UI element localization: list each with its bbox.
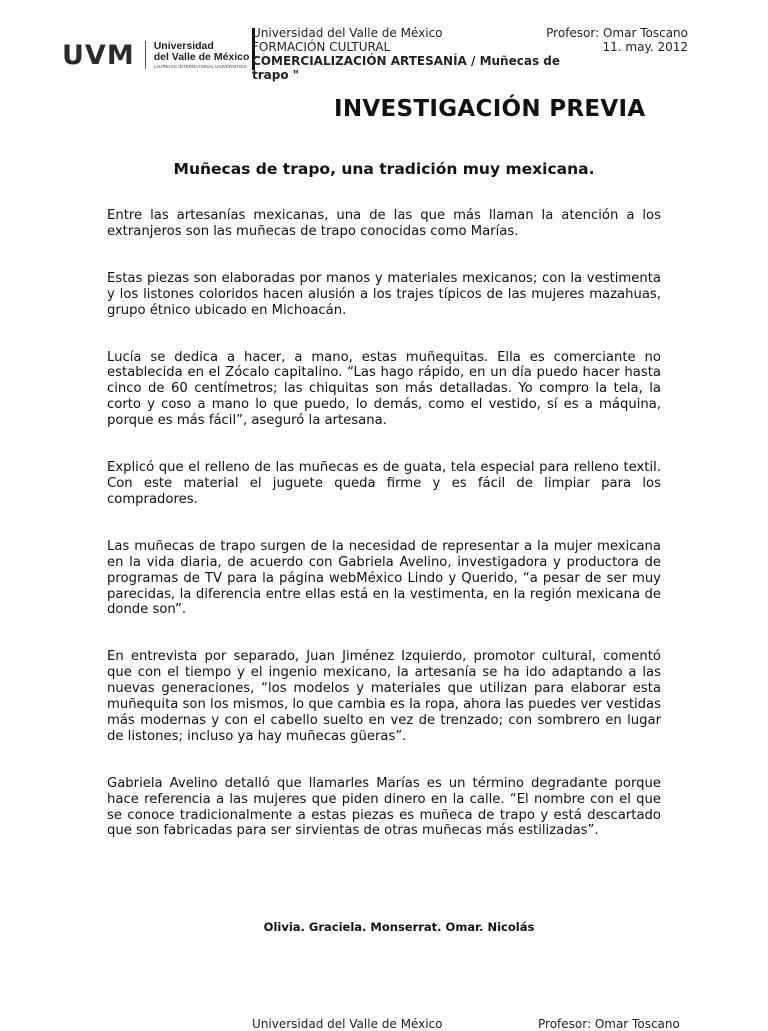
logo-wordmark — [154, 41, 250, 70]
header-institution: Universidad del Valle de México — [252, 26, 443, 40]
authors-line: Olivia. Graciela. Monserrat. Omar. Nicolás — [263, 920, 535, 934]
paragraph-7: Gabriela Avelino detalló que llamarles Marías es un término degradante porque hace referencia a las mujeres que piden dinero en la calle. “El nombre con el que se conoce tradicionalmente a estas piezas es muñeca de trapo y está descartado que son fabricadas para ser sirvientas de otras muñecas más estilizadas”. — [107, 775, 661, 839]
header-course-info — [252, 26, 582, 82]
header-date: 11. may. 2012 — [602, 40, 688, 54]
paragraph-6: En entrevista por separado, Juan Jiménez Izquierdo, promotor cultural, comentó que con el tiempo y el ingenio mexicano, la artesanía se ha ido adaptando a las nuevas generaciones, “los modelos y materiales que utilizan para elaborar esta muñequita son los mismos, lo que cambia es la ropa, ahora las puedes ver vestidas más modernas y con el cabello suelto en vez de trenzado; con sombrero en lugar de listones; incluso ya hay muñecas güeras”. — [107, 649, 661, 744]
header-meta — [546, 26, 688, 54]
paragraph-5: Las muñecas de trapo surgen de la necesidad de representar a la mujer mexicana en la vida diaria, de acuerdo con Gabriela Avelino, investigadora y productora de programas de TV para la página webMéxico Lindo y Querido, “a pesar de ser muy parecidas, la diferencia entre ellas está en la vestimenta, en la región mexicana de donde son”. — [107, 538, 661, 618]
logo-line-1: Universidad — [153, 39, 214, 52]
footer-institution: Universidad del Valle de México — [252, 1017, 443, 1031]
header-professor: Profesor: Omar Toscano — [546, 26, 688, 40]
page-title: INVESTIGACIÓN PREVIA — [334, 96, 646, 122]
article-body — [107, 208, 661, 870]
article-title: Muñecas de trapo, una tradición muy mexicana. — [173, 160, 595, 178]
logo-line-2: del Valle de México — [153, 50, 250, 63]
uvm-logo — [62, 38, 249, 72]
logo-mark: UVM — [62, 39, 135, 71]
next-page-header — [252, 1017, 692, 1031]
logo-tagline: LAUREATE INTERNATIONAL UNIVERSITIES — [153, 63, 247, 69]
paragraph-3: Lucía se dedica a hacer, a mano, estas muñequitas. Ella es comerciante no establecida en el Zócalo capitalino. “Las hago rápido, en un día puedo hacer hasta cinco de 60 centímetros; las chiquitas son más detalladas. Yo compro la tela, la corto y coso a mano lo que puedo, lo demás, como el vestido, sí es a máquina, porque es más fácil”, aseguró la artesana. — [107, 349, 661, 429]
paragraph-1: Entre las artesanías mexicanas, una de las que más llaman la atención a los extranjeros son las muñecas de trapo conocidas como Marías. — [107, 208, 661, 239]
footer-professor: Profesor: Omar Toscano — [538, 1017, 680, 1031]
paragraph-4: Explicó que el relleno de las muñecas es de guata, tela especial para relleno textil. Con este material el juguete queda firme y es fácil de limpiar para los compradores. — [107, 460, 661, 507]
header-subject: COMERCIALIZACIÓN ARTESANÍA / Muñecas de trapo " — [252, 54, 560, 82]
header-course: FORMACIÓN CULTURAL — [252, 40, 391, 54]
paragraph-2: Estas piezas son elaboradas por manos y materiales mexicanos; con la vestimenta y los listones coloridos hacen alusión a los trajes típicos de las mujeres mazahuas, grupo étnico ubicado en Michoacán. — [107, 270, 661, 318]
logo-divider — [145, 41, 146, 69]
